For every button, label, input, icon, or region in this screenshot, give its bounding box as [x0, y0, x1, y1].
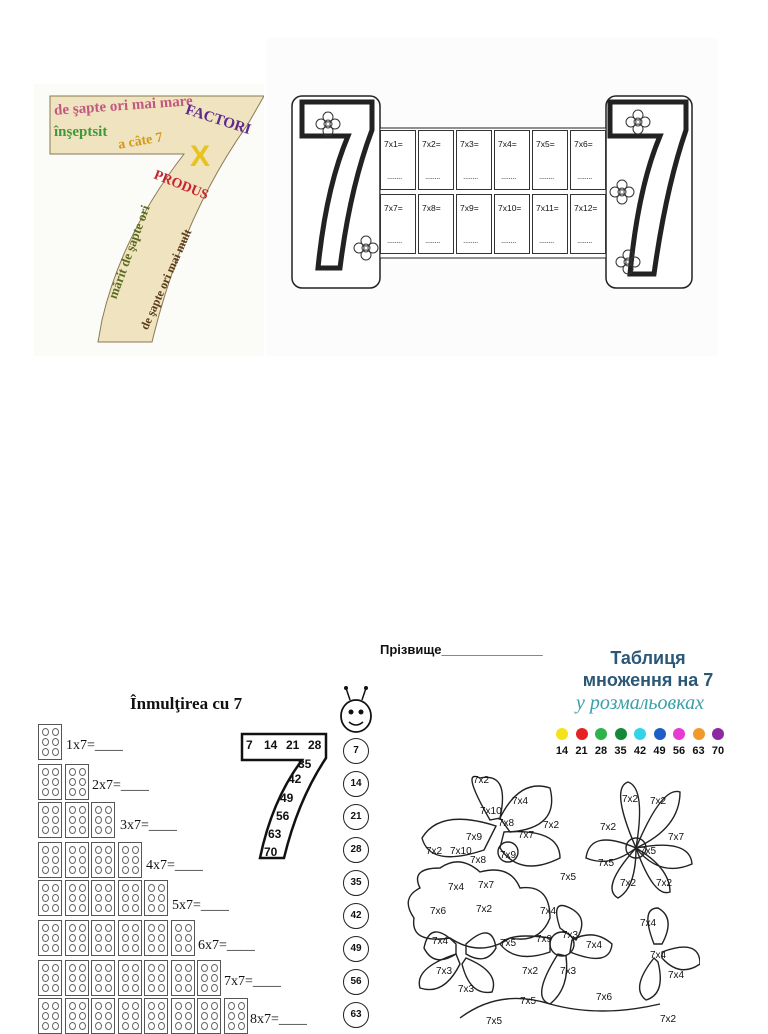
dot-box — [144, 880, 168, 916]
poster-factori: FACTORI — [183, 101, 253, 139]
color-swatch-value: 14 — [555, 745, 569, 757]
equation-row: 4x7=____ — [146, 858, 203, 873]
multiplication-label: 7x5 — [560, 872, 577, 883]
table-cell: 7x3= ........ — [456, 130, 492, 190]
dot-box — [65, 998, 89, 1034]
table-cell: 7x4= ........ — [494, 130, 530, 190]
multiplication-label: 7x2 — [600, 822, 617, 833]
table-cell: 7x11= ........ — [532, 194, 568, 254]
multiplication-label: 7x5 — [500, 938, 517, 949]
multiplication-label: 7x2 — [426, 846, 443, 857]
table-cell: 7x12= ........ — [570, 194, 606, 254]
multiplication-label: 7x3 — [562, 930, 579, 941]
seven-number: 49 — [280, 791, 294, 805]
dot-box — [118, 920, 142, 956]
caterpillar-head-icon — [338, 686, 374, 734]
dot-box — [144, 998, 168, 1034]
multiplication-label: 7x3 — [458, 984, 475, 995]
dot-box — [38, 998, 62, 1034]
dot-box — [144, 960, 168, 996]
table-cell: 7x6= ........ — [570, 130, 606, 190]
dot-box — [91, 998, 115, 1034]
multiplication-label: 7x2 — [650, 796, 667, 807]
equation-row: 7x7=____ — [224, 974, 281, 989]
color-swatch — [693, 728, 705, 740]
poster-phrase-8: de şapte ori mai mult — [137, 226, 195, 332]
color-swatch — [556, 728, 568, 740]
worksheet-subtitle-script: у розмальовках — [576, 692, 704, 714]
color-swatch-value: 28 — [594, 745, 608, 757]
page-title: Înmulţirea cu 7 — [130, 694, 243, 713]
color-swatch — [673, 728, 685, 740]
color-swatch — [654, 728, 666, 740]
dot-box — [65, 920, 89, 956]
poster-phrase-1: de şapte ori mai mare — [53, 93, 194, 119]
multiplication-label: 7x9 — [500, 850, 517, 861]
multiplication-label: 7x7 — [518, 830, 535, 841]
dot-box — [118, 960, 142, 996]
table-cell: 7x1= ........ — [380, 130, 416, 190]
dot-box — [118, 880, 142, 916]
caterpillar-bead: 35 — [343, 870, 369, 896]
multiplication-label: 7x2 — [656, 878, 673, 889]
dot-box — [65, 802, 89, 838]
multiplication-label: 7x2 — [622, 794, 639, 805]
multiplication-boxes-worksheet — [266, 38, 718, 356]
equation-row: 3x7=____ — [120, 818, 177, 833]
multiplication-label: 7x2 — [620, 878, 637, 889]
seven-number: 14 — [264, 738, 278, 752]
dot-box — [65, 842, 89, 878]
dot-box — [38, 724, 62, 760]
multiplication-label: 7x4 — [432, 936, 449, 947]
dot-box — [197, 998, 221, 1034]
dot-box — [91, 842, 115, 878]
poster-produs: PRODUS — [151, 167, 211, 204]
equation-row: 1x7=____ — [66, 738, 123, 753]
poster-phrase-3: a câte 7 — [116, 130, 164, 153]
multiplication-label: 7x7 — [478, 880, 495, 891]
dot-box — [171, 960, 195, 996]
dot-box — [38, 842, 62, 878]
dot-box — [91, 880, 115, 916]
equation-row: 5x7=____ — [172, 898, 229, 913]
table-cell: 7x9= ........ — [456, 194, 492, 254]
dot-box — [38, 880, 62, 916]
multiplication-label: 7x4 — [640, 918, 657, 929]
worksheet-title-line1: Таблиця — [610, 648, 686, 668]
color-swatch-value: 35 — [614, 745, 627, 757]
multiplication-label: 7x2 — [660, 1014, 677, 1025]
multiplication-label: 7x4 — [540, 906, 557, 917]
multiplication-label: 7x2 — [543, 820, 560, 831]
dot-box — [197, 960, 221, 996]
poster-phrase-7: mărit de şapte ori — [104, 202, 153, 301]
dot-box — [91, 920, 115, 956]
dot-box — [91, 802, 115, 838]
color-swatch — [634, 728, 646, 740]
multiplication-label: 7x10 — [450, 846, 472, 857]
multiplication-label: 7x8 — [498, 818, 515, 829]
dot-box — [38, 802, 62, 838]
color-swatch — [595, 728, 607, 740]
multiplication-label: 7x2 — [476, 904, 493, 915]
color-swatch-value: 42 — [633, 745, 647, 757]
dot-box — [65, 960, 89, 996]
poster-phrase-2: înşeptsit — [54, 124, 108, 140]
dot-box — [65, 764, 89, 800]
seven-number: 28 — [308, 738, 322, 752]
dot-box — [38, 960, 62, 996]
multiplication-label: 7x8 — [470, 855, 487, 866]
color-swatch — [576, 728, 588, 740]
dot-box — [171, 998, 195, 1034]
table-cell: 7x5= ........ — [532, 130, 568, 190]
color-swatch-value: 70 — [711, 745, 725, 757]
caterpillar-bead: 14 — [343, 771, 369, 797]
surname-label: Прізвище______________ — [380, 642, 543, 657]
color-swatch-value: 49 — [653, 745, 666, 757]
multiplication-label: 7x4 — [650, 950, 667, 961]
dot-box — [65, 880, 89, 916]
table-cell: 7x8= ........ — [418, 194, 454, 254]
dot-box — [224, 998, 248, 1034]
seven-number: 70 — [264, 845, 278, 859]
dot-box — [118, 998, 142, 1034]
dot-box — [144, 920, 168, 956]
dot-box — [91, 960, 115, 996]
boxes-frame — [266, 38, 718, 356]
dot-box — [38, 920, 62, 956]
multiplication-label: 7x7 — [668, 832, 685, 843]
seven-poster — [34, 84, 264, 356]
multiplication-label: 7x5 — [520, 996, 537, 1007]
multiplication-label: 7x2 — [522, 966, 539, 977]
dot-box — [171, 920, 195, 956]
dot-box — [118, 842, 142, 878]
color-swatch-value: 63 — [692, 745, 705, 757]
equation-row: 6x7=____ — [198, 938, 255, 953]
table-cell: 7x2= ........ — [418, 130, 454, 190]
equation-row: 8x7=____ — [250, 1012, 307, 1027]
caterpillar-bead: 49 — [343, 936, 369, 962]
seven-number: 56 — [276, 809, 290, 823]
seven-number: 42 — [288, 772, 302, 786]
caterpillar-bead: 7 — [343, 738, 369, 764]
caterpillar-bead: 28 — [343, 837, 369, 863]
seven-number: 7 — [246, 738, 253, 752]
caterpillar-bead: 56 — [343, 969, 369, 995]
seven-number: 63 — [268, 827, 282, 841]
multiplication-label: 7x3 — [436, 966, 453, 977]
multiplication-label: 7x4 — [668, 970, 685, 981]
multiplication-label: 7x4 — [586, 940, 603, 951]
color-swatch — [712, 728, 724, 740]
multiplication-label: 7x2 — [473, 775, 490, 786]
multiplication-label: 7x6 — [430, 906, 447, 917]
multiplication-label: 7x6 — [596, 992, 613, 1003]
table-cell: 7x10= ........ — [494, 194, 530, 254]
multiplication-label: 7x5 — [486, 1016, 503, 1027]
multiplication-label: 7x9 — [466, 832, 483, 843]
multiplication-label: 7x4 — [512, 796, 529, 807]
equation-row: 2x7=____ — [92, 778, 149, 793]
color-swatch-value: 56 — [672, 745, 686, 757]
worksheet-title-line2: множення на 7 — [582, 670, 714, 690]
multiplication-label: 7x3 — [560, 966, 577, 977]
multiplication-label: 7x9 — [536, 934, 553, 945]
caterpillar-bead: 21 — [343, 804, 369, 830]
multiplication-label: 7x5 — [640, 846, 657, 857]
multiplication-label: 7x5 — [598, 858, 615, 869]
caterpillar-bead: 63 — [343, 1002, 369, 1028]
poster-multiply-sign: X — [190, 140, 211, 173]
dot-box — [38, 764, 62, 800]
multiplication-label: 7x4 — [448, 882, 465, 893]
color-swatch — [615, 728, 627, 740]
multiplication-label: 7x10 — [480, 806, 502, 817]
seven-number: 21 — [286, 738, 300, 752]
table-cell: 7x7= ........ — [380, 194, 416, 254]
color-swatch-value: 21 — [575, 745, 588, 757]
caterpillar-bead: 42 — [343, 903, 369, 929]
seven-number: 35 — [298, 757, 312, 771]
